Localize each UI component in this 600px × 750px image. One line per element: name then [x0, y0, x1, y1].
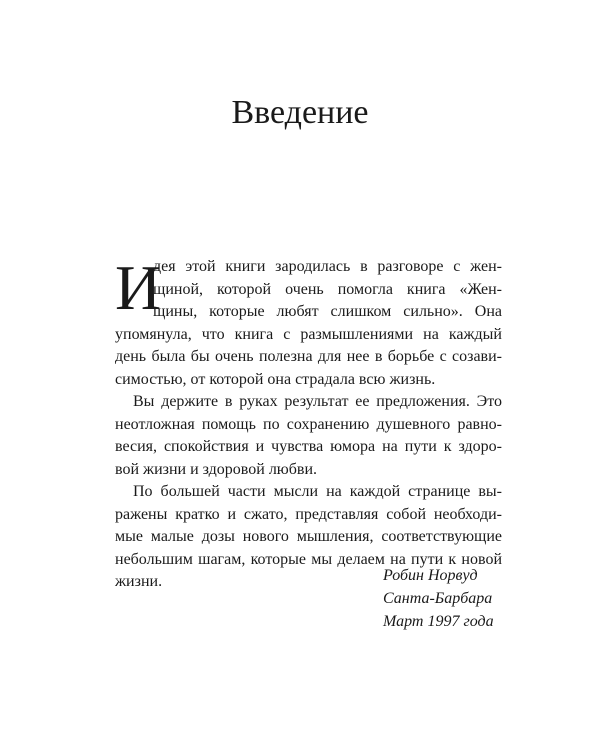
- signature-date: Март 1997 года: [383, 613, 494, 630]
- introduction-text: [115, 252, 502, 594]
- text-line: Вы держите в руках результат ее предложения. Это: [133, 393, 502, 410]
- paragraph-2: [115, 391, 502, 481]
- text-line: вой жизни и здоровой любви.: [115, 460, 318, 478]
- text-line: упомянула, что книга с размышлениями на каждый: [115, 325, 502, 343]
- signature-author: Робин Норвуд: [383, 567, 478, 584]
- signature-place: Санта-Барбара: [383, 590, 493, 607]
- text-line: небольшим шагам, которые мы делаем на пути к новой: [115, 550, 502, 568]
- signature-block: [383, 564, 494, 633]
- text-line: По большей части мысли на каждой странице вы-: [133, 483, 502, 500]
- page-title: Введение: [231, 94, 369, 131]
- text-line: щиной, которой очень помогла книга «Жен-: [153, 280, 502, 298]
- text-line: неотложная помощь по сохранению душевного равно-: [115, 415, 502, 433]
- paragraph-1: [115, 252, 502, 391]
- text-line: дея этой книги зародилась в разговоре с жен-: [153, 258, 502, 275]
- text-line: щины, которые любят слишком сильно». Она: [153, 303, 502, 320]
- drop-cap: И: [115, 252, 160, 323]
- text-line: симостью, от которой она страдала всю жизнь.: [115, 370, 436, 388]
- text-line: ражены кратко и сжато, представляя собой необходи-: [115, 505, 502, 523]
- text-line: жизни.: [115, 573, 163, 590]
- text-line: день была бы очень полезна для нее в борьбе с созави-: [115, 348, 502, 365]
- text-line: весия, спокойствия и чувства юмора на пути к здоро-: [115, 438, 502, 455]
- text-line: мые малые дозы нового мышления, соответствующие: [115, 528, 502, 545]
